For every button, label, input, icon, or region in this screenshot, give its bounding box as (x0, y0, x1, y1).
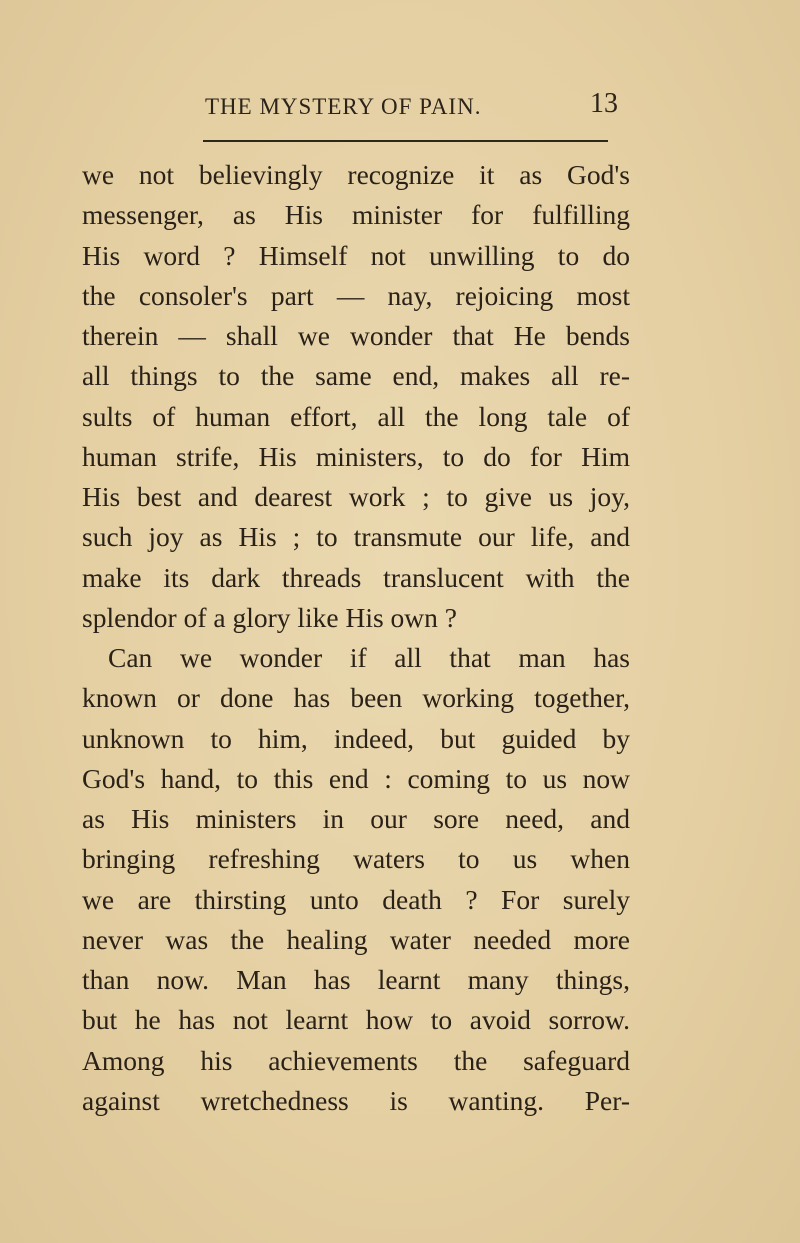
text-line: His best and dearest work ; to give us joy, (82, 481, 630, 512)
text-line: all things to the same end, makes all re- (82, 360, 630, 392)
text-line: therein — shall we wonder that He bends (82, 320, 630, 351)
page-number: 13 (590, 88, 618, 119)
text-line: sults of human effort, all the long tale of (82, 400, 630, 432)
running-title: THE MYSTERY OF PAIN. (205, 94, 482, 119)
text-line: Among his achievements the safeguard (82, 1044, 630, 1076)
text-line: we are thirsting unto death ? For surely (82, 883, 630, 915)
text-line: unknown to him, indeed, but guided by (82, 722, 630, 754)
text-line: never was the healing water needed more (82, 923, 630, 955)
text-line: God's hand, to this end : coming to us now (82, 762, 630, 794)
text-line: the consoler's part — nay, rejoicing most (82, 279, 630, 311)
text-line: against wretchedness is wanting. Per- (82, 1084, 630, 1116)
text-line: bringing refreshing waters to us when (82, 843, 630, 875)
text-line: splendor of a glory like His own ? (82, 601, 457, 633)
text-line: as His ministers in our sore need, and (82, 803, 630, 834)
text-line: human strife, His ministers, to do for Him (82, 440, 630, 472)
text-line: than now. Man has learnt many things, (82, 964, 630, 995)
body-text (82, 155, 630, 1121)
text-line: Can we wonder if all that man has (108, 642, 630, 673)
header-rule (203, 140, 608, 142)
text-line: known or done has been working together, (82, 682, 630, 714)
text-line: messenger, as His minister for fulfilling (82, 199, 630, 231)
text-line: His word ? Himself not unwilling to do (82, 239, 630, 271)
text-line: but he has not learnt how to avoid sorrow. (82, 1004, 630, 1036)
text-line: make its dark threads translucent with the (82, 561, 630, 593)
text-line: we not believingly recognize it as God's (82, 159, 630, 190)
text-line: such joy as His ; to transmute our life, and (82, 521, 630, 553)
